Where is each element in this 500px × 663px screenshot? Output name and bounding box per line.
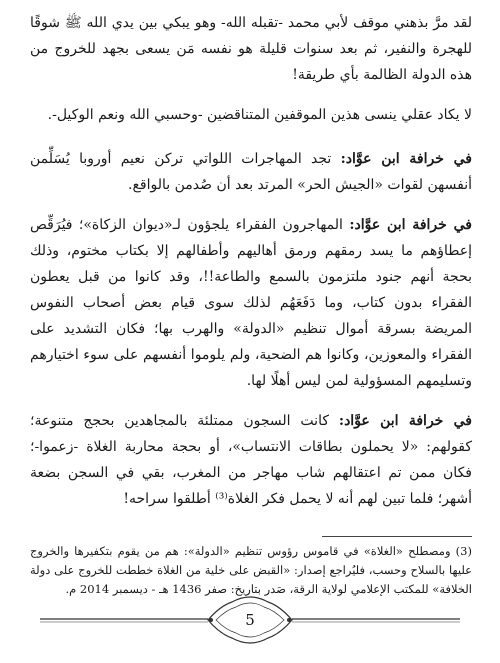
paragraph-2-text: لا يكاد عقلي ينسى هذين الموقفين المتناقضين -وحسبي الله ونعم الوكيل-. bbox=[47, 107, 472, 123]
footnote-divider bbox=[322, 536, 472, 537]
paragraph-1-text: لقد مرَّ بذهني موقف لأبي محمد -تقبله الله- وهو يبكي بين يدي الله ﷺ شوقًا للهجرة والنفير، ثم بعد سنوات قليلة هو نفسه مَن يسعى بجهد للخروج من هذه الدولة الظالمة بأي طريقة! bbox=[30, 15, 472, 83]
paragraph-4 bbox=[30, 212, 472, 394]
paragraph-5-text: كانت السجون ممتلئة بالمجاهدين بحجج متنوعة؛ كقولهم: «لا يحملون بطاقات الانتساب»، أو بحجة محاربة الغلاة -زعموا-؛ فكان ممن تم اعتقالهم شاب مهاجر من المغرب، بقي في السجن بضعة أشهر؛ فلما تبين لهم أنه لا يحمل فكر الغلاة⁽³⁾ أطلقوا سراحه! bbox=[30, 413, 472, 507]
paragraph-2 bbox=[30, 102, 472, 128]
body-text bbox=[30, 10, 472, 512]
paragraph-4-lead: في خرافة ابن عوَّاد: bbox=[349, 217, 473, 233]
paragraph-3-text: تجد المهاجرات اللواتي تركن نعيم أوروبا يُسَلِّمن أنفسهن لقوات «الجيش الحر» المرتد بعد أن صُدمن بالواقع. bbox=[30, 151, 472, 193]
paragraph-5 bbox=[30, 408, 472, 512]
paragraph-3 bbox=[30, 146, 472, 198]
paragraph-1 bbox=[30, 10, 472, 88]
page-footer bbox=[40, 588, 460, 650]
page-number: 5 bbox=[245, 611, 255, 629]
footnote: (3) ومصطلح «الغلاة» في قاموس رؤوس تنظيم «الدولة»: هم من يقوم بتكفيرها والخروج عليها بالسلاح وحسب، فليُراجع إصدار: «القبض على خلية من الغلاة خططت للخروج على دولة الخلافة» للمكتب الإعلامي لولاية الرقة، صَدر بتاريخ: صفر 1436 هـ - ديسمبر 2014 م. bbox=[30, 544, 472, 596]
paragraph-4-text: المهاجرون الفقراء يلجؤون لـ«ديوان الزكاة»؛ فيُرَقِّص إعطاؤهم ما يسد رمقهم ورمق أهاليهم وأطفالهم إلا بكتاب مختوم، وذلك بحجة أنهم جنود ملتزمون بالسمع والطاعة!!، وقد كانوا من قبل يعطون الفقراء بدون كتاب، وما دَفَعَهُم لذلك سوى قيام بعض أصحاب النفوس المريضة بسرقة أموال تنظيم «الدولة» والهرب بها؛ فكان التشديد على الفقراء والمعوزين، وكانوا هم الضحية، ولم يلوموا أنفسهم على سوء اختيارهم وتسليمهم المسؤولية لمن ليس أهلًا لها. bbox=[30, 217, 472, 389]
paragraph-5-lead: في خرافة ابن عوَّاد: bbox=[338, 413, 472, 429]
paragraph-3-lead: في خرافة ابن عوَّاد: bbox=[340, 151, 472, 167]
